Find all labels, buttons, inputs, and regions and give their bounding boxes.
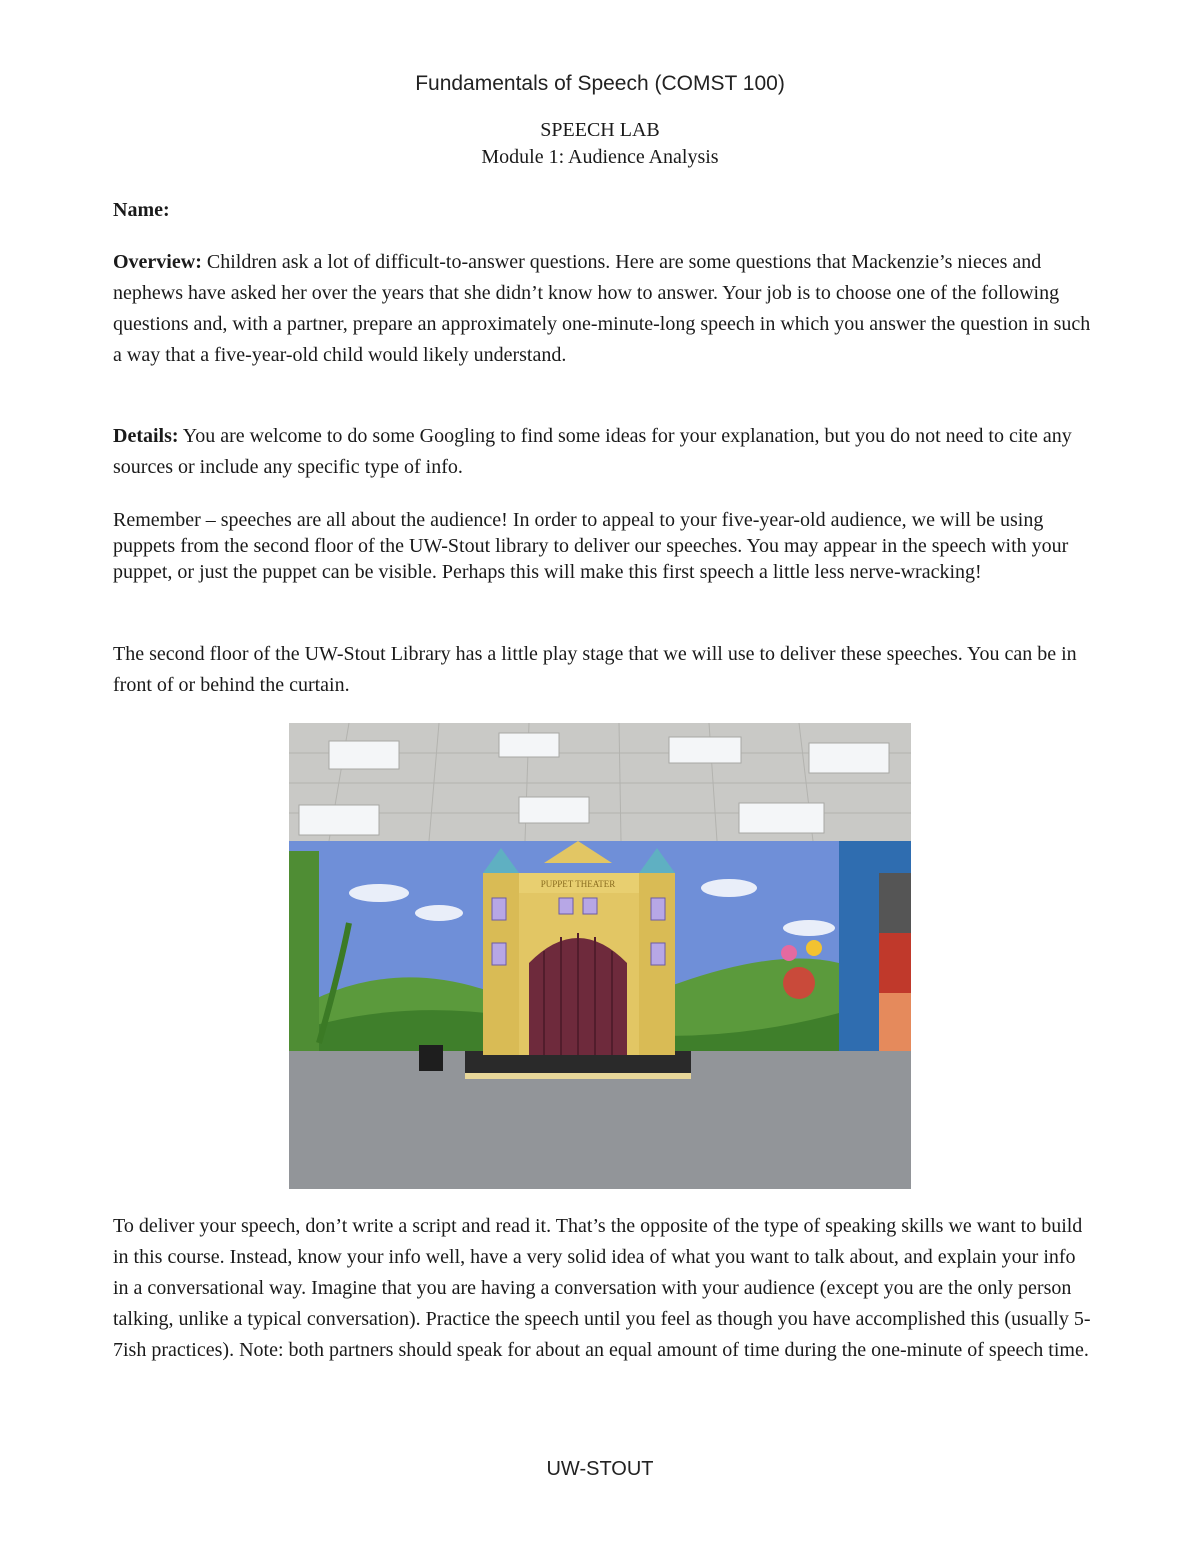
overview-label: Overview:	[113, 251, 202, 273]
page-footer: UW-STOUT	[546, 1458, 654, 1480]
lab-heading	[0, 117, 1200, 171]
name-label: Name:	[113, 199, 170, 221]
details-text: You are welcome to do some Googling to find some ideas for your explanation, but you do not need to cite any sources or include any specific type of info.	[113, 425, 1072, 478]
theater-sign-text: PUPPET THEATER	[540, 879, 616, 889]
stage-paragraph: The second floor of the UW-Stout Library has a little play stage that we will use to deliver these speeches. You can be in front of or behind the curtain.	[113, 643, 1077, 696]
module-title: Module 1: Audience Analysis	[481, 146, 719, 168]
details-paragraph	[113, 421, 1093, 483]
overview-text: Children ask a lot of difficult-to-answer questions. Here are some questions that Mackenzie’s nieces and nephews have asked her over the years that she didn’t know how to answer. Your job is to choose one of the following questions and, with a partner, prepare an approximately one-minute-long speech in which you answer the question in such a way that a five-year-old child would likely understand.	[113, 251, 1091, 366]
details-label: Details:	[113, 425, 179, 447]
course-title: Fundamentals of Speech (COMST 100)	[415, 72, 785, 95]
overview-paragraph	[113, 247, 1093, 371]
remember-paragraph: Remember – speeches are all about the audience! In order to appeal to your five-year-old audience, we will be using puppets from the second floor of the UW-Stout library to deliver our speeches. You may appear in the speech with your puppet, or just the puppet can be visible. Perhaps this will make this first speech a little less nerve-wracking!	[113, 509, 1069, 583]
name-field	[113, 195, 1093, 226]
library-stage-photo	[289, 723, 911, 1189]
lab-title: SPEECH LAB	[540, 119, 660, 141]
deliver-paragraph: To deliver your speech, don’t write a script and read it. That’s the opposite of the type of speaking skills we want to build in this course. Instead, know your info well, have a very solid idea of what you want to talk about, and explain your info in a conversational way. Imagine that you are having a conversation with your audience (except you are the only person talking, unlike a typical conversation). Practice the speech until you feel as though you have accomplished this (usually 5-7ish practices). Note: both partners should speak for about an equal amount of time during the one-minute of speech time.	[113, 1215, 1091, 1361]
